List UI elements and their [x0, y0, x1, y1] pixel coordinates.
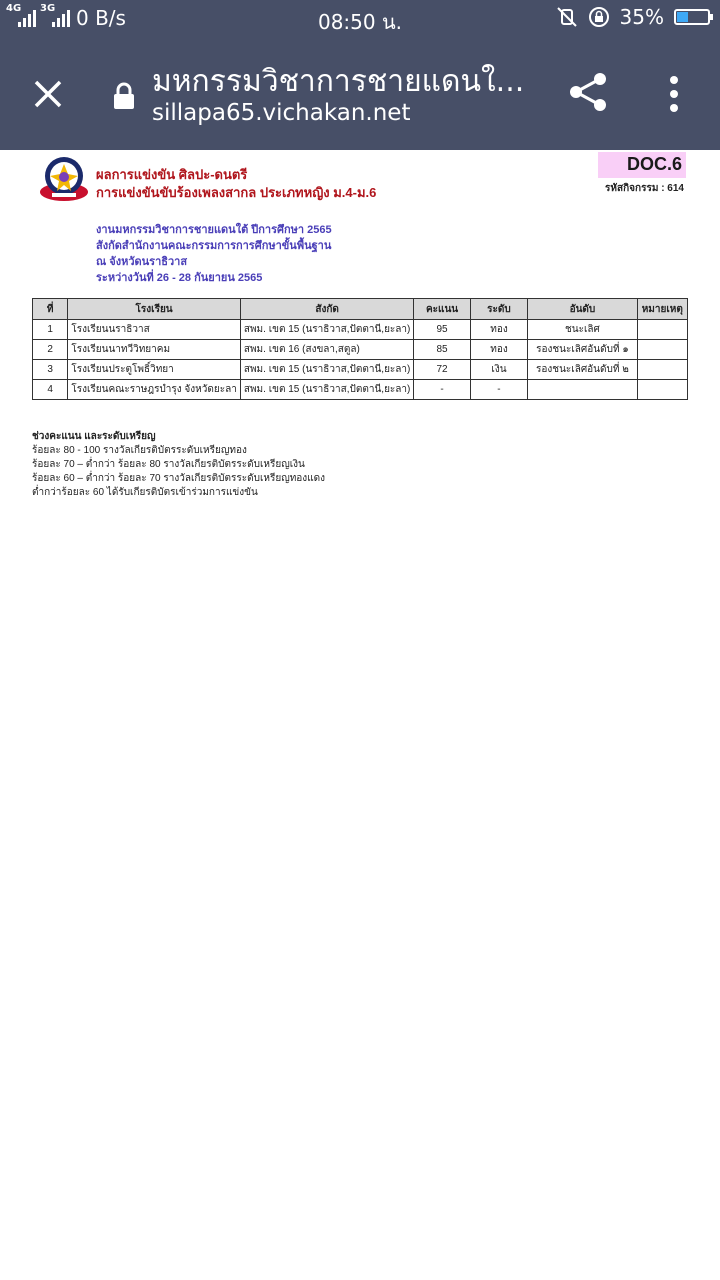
note-line: ต่ำกว่าร้อยละ 60 ได้รับเกียรติบัตรเข้าร่วมการแข่งขัน — [32, 487, 258, 498]
score-notes — [32, 430, 325, 500]
cell-remark — [637, 360, 687, 380]
cell-remark — [637, 320, 687, 340]
vibrate-off-icon — [556, 6, 578, 28]
cell-affiliation: สพม. เขต 15 (นราธิวาส,ปัตตานี,ยะลา) — [240, 380, 414, 400]
doc-code-badge — [598, 152, 686, 178]
note-line: ร้อยละ 70 – ต่ำกว่า ร้อยละ 80 รางวัลเกียรติบัตรระดับเหรียญเงิน — [32, 459, 305, 470]
share-icon[interactable] — [566, 70, 610, 114]
note-line: ร้อยละ 60 – ต่ำกว่า ร้อยละ 70 รางวัลเกียรติบัตรระดับเหรียญทองแดง — [32, 473, 326, 484]
notes-title: ช่วงคะแนน และระดับเหรียญ — [32, 431, 156, 442]
cell-no: 2 — [33, 340, 68, 360]
cell-score: 95 — [414, 320, 470, 340]
table-row — [33, 320, 688, 340]
event-name: งานมหกรรมวิชาการชายแดนใต้ ปีการศึกษา 2565 — [96, 224, 332, 236]
clock: 08:50 น. — [317, 10, 403, 34]
lock-icon — [112, 82, 136, 110]
cell-rank: รองชนะเลิศอันดับที่ ๑ — [528, 340, 637, 360]
more-options-icon[interactable] — [664, 74, 684, 114]
cell-school: โรงเรียนประตูโพธิ์วิทยา — [68, 360, 241, 380]
cell-no: 3 — [33, 360, 68, 380]
results-table — [32, 298, 688, 400]
col-header-rank: อันดับ — [528, 299, 637, 320]
cell-school: โรงเรียนนาทวีวิทยาคม — [68, 340, 241, 360]
document-page — [0, 150, 720, 1280]
battery-percent: 35% — [619, 5, 664, 29]
col-header-no: ที่ — [33, 299, 68, 320]
cell-level: เงิน — [470, 360, 528, 380]
table-row — [33, 360, 688, 380]
organizer: สังกัดสำนักงานคณะกรรมการการศึกษาขั้นพื้นฐาน — [96, 240, 332, 252]
cell-no: 4 — [33, 380, 68, 400]
cell-affiliation: สพม. เขต 15 (นราธิวาส,ปัตตานี,ยะลา) — [240, 320, 414, 340]
doc-code: DOC.6 — [626, 154, 682, 174]
cell-rank — [528, 380, 637, 400]
network-type-1: 4G — [6, 3, 22, 14]
event-logo-icon — [38, 154, 90, 202]
cell-score: 85 — [414, 340, 470, 360]
col-header-level: ระดับ — [470, 299, 528, 320]
cell-level: ทอง — [470, 340, 528, 360]
cell-rank: รองชนะเลิศอันดับที่ ๒ — [528, 360, 637, 380]
activity-code: รหัสกิจกรรม : 614 — [605, 183, 684, 194]
network-type-2: 3G — [40, 3, 56, 14]
col-header-school: โรงเรียน — [68, 299, 241, 320]
cell-no: 1 — [33, 320, 68, 340]
table-header-row — [33, 299, 688, 320]
page-url[interactable]: sillapa65.vichakan.net — [152, 100, 411, 126]
cell-remark — [637, 340, 687, 360]
date-range: ระหว่างวันที่ 26 - 28 กันยายน 2565 — [96, 272, 263, 284]
table-row — [33, 380, 688, 400]
page-title: มหกรรมวิชาการชายแดนใ... — [152, 64, 525, 99]
cell-school: โรงเรียนนราธิวาส — [68, 320, 241, 340]
col-header-remark: หมายเหตุ — [637, 299, 687, 320]
cell-school: โรงเรียนคณะราษฎรบำรุง จังหวัดยะลา — [68, 380, 241, 400]
cell-rank: ชนะเลิศ — [528, 320, 637, 340]
cell-affiliation: สพม. เขต 16 (สงขลา,สตูล) — [240, 340, 414, 360]
cell-score: 72 — [414, 360, 470, 380]
cell-level: ทอง — [470, 320, 528, 340]
close-icon[interactable] — [28, 74, 68, 114]
note-line: ร้อยละ 80 - 100 รางวัลเกียรติบัตรระดับเหรียญทอง — [32, 445, 247, 456]
status-bar — [0, 0, 720, 38]
competition-heading: การแข่งขันขับร้องเพลงสากล ประเภทหญิง ม.4-ม.6 — [96, 185, 377, 200]
rotation-lock-icon — [588, 6, 610, 28]
network-speed: 0 B/s — [76, 6, 126, 30]
col-header-score: คะแนน — [414, 299, 470, 320]
cell-level: - — [470, 380, 528, 400]
location: ณ จังหวัดนราธิวาส — [96, 256, 188, 268]
battery-icon — [674, 9, 710, 25]
table-row — [33, 340, 688, 360]
browser-toolbar — [0, 38, 720, 150]
results-heading: ผลการแข่งขัน ศิลปะ-ดนตรี — [96, 167, 248, 182]
cell-affiliation: สพม. เขต 15 (นราธิวาส,ปัตตานี,ยะลา) — [240, 360, 414, 380]
cell-score: - — [414, 380, 470, 400]
col-header-affiliation: สังกัด — [240, 299, 414, 320]
cell-remark — [637, 380, 687, 400]
